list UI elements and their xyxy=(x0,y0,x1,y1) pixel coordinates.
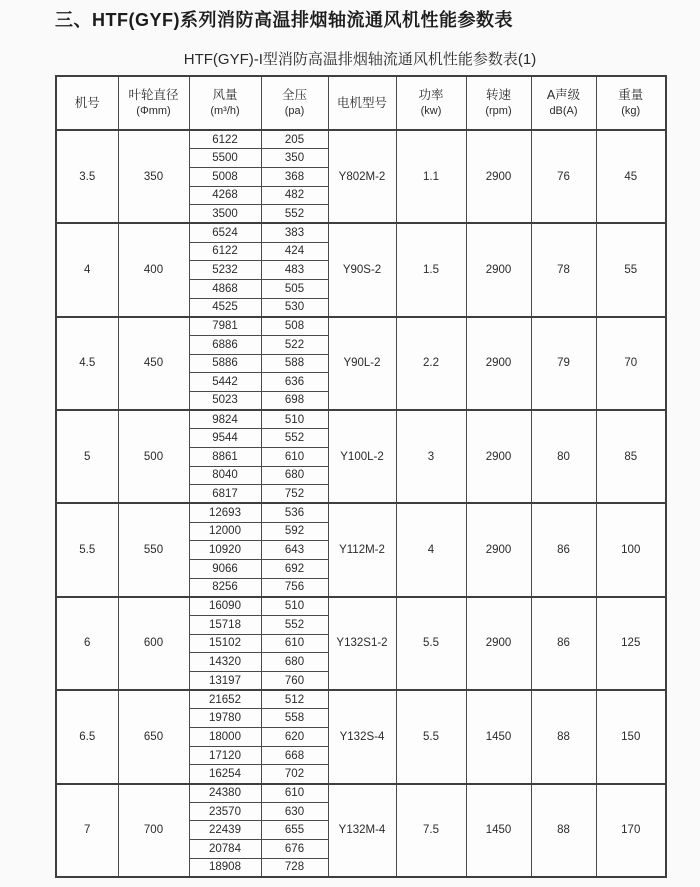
column-header-impeller-diameter xyxy=(118,76,189,130)
column-header-weight xyxy=(596,76,666,130)
cell-weight: 85 xyxy=(596,410,666,503)
cell-air-flow: 6524 xyxy=(189,223,261,242)
performance-table xyxy=(55,75,667,878)
cell-speed: 2900 xyxy=(466,223,531,316)
cell-air-flow: 4525 xyxy=(189,298,261,317)
cell-motor-model: Y132S-4 xyxy=(328,690,396,783)
cell-total-pressure: 692 xyxy=(261,559,328,578)
cell-motor-model: Y132S1-2 xyxy=(328,597,396,690)
cell-model-no: 7 xyxy=(56,784,118,877)
cell-motor-model: Y90L-2 xyxy=(328,317,396,410)
table-row xyxy=(56,223,666,242)
cell-total-pressure: 620 xyxy=(261,728,328,747)
column-label: 功率 xyxy=(418,88,444,103)
cell-power: 4 xyxy=(396,503,466,596)
table-header-row xyxy=(56,76,666,130)
cell-impeller-diameter: 350 xyxy=(118,130,189,223)
table-row xyxy=(56,130,666,149)
cell-air-flow: 18908 xyxy=(189,858,261,877)
cell-impeller-diameter: 400 xyxy=(118,223,189,316)
cell-air-flow: 9066 xyxy=(189,559,261,578)
table-caption: HTF(GYF)-I型消防高温排烟轴流通风机性能参数表(1) xyxy=(183,51,537,68)
cell-weight: 170 xyxy=(596,784,666,877)
table-row xyxy=(56,597,666,616)
cell-power: 7.5 xyxy=(396,784,466,877)
cell-total-pressure: 510 xyxy=(261,597,328,616)
cell-motor-model: Y90S-2 xyxy=(328,223,396,316)
cell-total-pressure: 643 xyxy=(261,541,328,560)
cell-power: 1.1 xyxy=(396,130,466,223)
cell-total-pressure: 680 xyxy=(261,653,328,672)
column-label: 重量 xyxy=(618,88,644,103)
cell-impeller-diameter: 700 xyxy=(118,784,189,877)
cell-total-pressure: 588 xyxy=(261,354,328,373)
cell-model-no: 4 xyxy=(56,223,118,316)
cell-air-flow: 9824 xyxy=(189,410,261,429)
cell-air-flow: 4268 xyxy=(189,186,261,205)
cell-air-flow: 24380 xyxy=(189,784,261,803)
table-header xyxy=(56,76,666,130)
cell-weight: 100 xyxy=(596,503,666,596)
cell-speed: 1450 xyxy=(466,690,531,783)
cell-total-pressure: 536 xyxy=(261,503,328,522)
cell-total-pressure: 592 xyxy=(261,522,328,541)
cell-total-pressure: 522 xyxy=(261,335,328,354)
cell-total-pressure: 205 xyxy=(261,130,328,149)
column-header-total-pressure xyxy=(261,76,328,130)
cell-model-no: 5 xyxy=(56,410,118,503)
cell-weight: 45 xyxy=(596,130,666,223)
cell-total-pressure: 510 xyxy=(261,410,328,429)
column-unit: (pa) xyxy=(284,105,305,118)
cell-power: 5.5 xyxy=(396,597,466,690)
column-unit: (Φmm) xyxy=(136,105,171,118)
cell-total-pressure: 368 xyxy=(261,167,328,186)
cell-impeller-diameter: 450 xyxy=(118,317,189,410)
column-header-speed xyxy=(466,76,531,130)
cell-air-flow: 23570 xyxy=(189,802,261,821)
cell-air-flow: 5023 xyxy=(189,391,261,410)
cell-air-flow: 5232 xyxy=(189,261,261,280)
cell-air-flow: 9544 xyxy=(189,429,261,448)
cell-model-no: 6.5 xyxy=(56,690,118,783)
cell-air-flow: 12000 xyxy=(189,522,261,541)
cell-total-pressure: 668 xyxy=(261,746,328,765)
cell-air-flow: 16090 xyxy=(189,597,261,616)
cell-air-flow: 4868 xyxy=(189,279,261,298)
cell-total-pressure: 424 xyxy=(261,242,328,261)
cell-power: 2.2 xyxy=(396,317,466,410)
cell-air-flow: 21652 xyxy=(189,690,261,709)
cell-air-flow: 5886 xyxy=(189,354,261,373)
column-label: A声级 xyxy=(546,88,581,103)
cell-motor-model: Y132M-4 xyxy=(328,784,396,877)
cell-air-flow: 5442 xyxy=(189,373,261,392)
cell-noise-level: 80 xyxy=(531,410,596,503)
cell-air-flow: 5500 xyxy=(189,149,261,168)
cell-air-flow: 20784 xyxy=(189,840,261,859)
cell-total-pressure: 610 xyxy=(261,447,328,466)
cell-total-pressure: 552 xyxy=(261,205,328,224)
cell-air-flow: 3500 xyxy=(189,205,261,224)
table-body xyxy=(56,130,666,877)
cell-total-pressure: 655 xyxy=(261,821,328,840)
cell-total-pressure: 636 xyxy=(261,373,328,392)
cell-air-flow: 6122 xyxy=(189,242,261,261)
cell-weight: 55 xyxy=(596,223,666,316)
cell-total-pressure: 383 xyxy=(261,223,328,242)
column-label: 机号 xyxy=(74,95,100,110)
cell-noise-level: 88 xyxy=(531,690,596,783)
cell-noise-level: 78 xyxy=(531,223,596,316)
cell-total-pressure: 508 xyxy=(261,317,328,336)
cell-speed: 2900 xyxy=(466,597,531,690)
cell-air-flow: 8256 xyxy=(189,578,261,597)
cell-air-flow: 5008 xyxy=(189,167,261,186)
table-row xyxy=(56,410,666,429)
column-unit: (kg) xyxy=(621,105,641,118)
cell-speed: 2900 xyxy=(466,503,531,596)
cell-air-flow: 7981 xyxy=(189,317,261,336)
cell-weight: 150 xyxy=(596,690,666,783)
cell-power: 1.5 xyxy=(396,223,466,316)
cell-total-pressure: 760 xyxy=(261,671,328,690)
cell-total-pressure: 676 xyxy=(261,840,328,859)
cell-air-flow: 8861 xyxy=(189,447,261,466)
cell-impeller-diameter: 650 xyxy=(118,690,189,783)
cell-total-pressure: 552 xyxy=(261,429,328,448)
cell-noise-level: 86 xyxy=(531,503,596,596)
cell-total-pressure: 552 xyxy=(261,615,328,634)
cell-total-pressure: 756 xyxy=(261,578,328,597)
cell-power: 5.5 xyxy=(396,690,466,783)
cell-total-pressure: 698 xyxy=(261,391,328,410)
cell-air-flow: 6122 xyxy=(189,130,261,149)
column-label: 全压 xyxy=(281,88,307,103)
cell-total-pressure: 680 xyxy=(261,466,328,485)
table-row xyxy=(56,784,666,803)
column-label: 叶轮直径 xyxy=(128,88,179,103)
column-unit: dB(A) xyxy=(549,105,578,118)
cell-total-pressure: 610 xyxy=(261,784,328,803)
cell-total-pressure: 752 xyxy=(261,485,328,504)
cell-weight: 125 xyxy=(596,597,666,690)
cell-total-pressure: 558 xyxy=(261,709,328,728)
cell-power: 3 xyxy=(396,410,466,503)
cell-total-pressure: 530 xyxy=(261,298,328,317)
cell-air-flow: 18000 xyxy=(189,728,261,747)
cell-air-flow: 22439 xyxy=(189,821,261,840)
cell-motor-model: Y112M-2 xyxy=(328,503,396,596)
cell-motor-model: Y802M-2 xyxy=(328,130,396,223)
cell-speed: 2900 xyxy=(466,317,531,410)
column-header-model-no xyxy=(56,76,118,130)
cell-impeller-diameter: 600 xyxy=(118,597,189,690)
cell-speed: 1450 xyxy=(466,784,531,877)
cell-noise-level: 86 xyxy=(531,597,596,690)
cell-air-flow: 19780 xyxy=(189,709,261,728)
cell-air-flow: 8040 xyxy=(189,466,261,485)
page-title: 三、HTF(GYF)系列消防高温排烟轴流通风机性能参数表 xyxy=(55,10,513,30)
column-header-air-flow xyxy=(189,76,261,130)
cell-air-flow: 15718 xyxy=(189,615,261,634)
cell-total-pressure: 702 xyxy=(261,765,328,784)
column-label: 风量 xyxy=(212,88,238,103)
cell-model-no: 4.5 xyxy=(56,317,118,410)
cell-total-pressure: 512 xyxy=(261,690,328,709)
cell-speed: 2900 xyxy=(466,130,531,223)
table-row xyxy=(56,317,666,336)
cell-total-pressure: 505 xyxy=(261,279,328,298)
cell-air-flow: 6886 xyxy=(189,335,261,354)
cell-motor-model: Y100L-2 xyxy=(328,410,396,503)
column-unit: (kw) xyxy=(420,105,442,118)
cell-total-pressure: 630 xyxy=(261,802,328,821)
cell-air-flow: 17120 xyxy=(189,746,261,765)
cell-speed: 2900 xyxy=(466,410,531,503)
cell-noise-level: 76 xyxy=(531,130,596,223)
table-row xyxy=(56,503,666,522)
cell-total-pressure: 350 xyxy=(261,149,328,168)
cell-air-flow: 6817 xyxy=(189,485,261,504)
cell-model-no: 5.5 xyxy=(56,503,118,596)
column-unit: (m³/h) xyxy=(210,105,240,118)
table-row xyxy=(56,690,666,709)
column-unit: (rpm) xyxy=(485,105,512,118)
column-label: 转速 xyxy=(485,88,511,103)
cell-air-flow: 15102 xyxy=(189,634,261,653)
column-header-noise-level xyxy=(531,76,596,130)
cell-total-pressure: 483 xyxy=(261,261,328,280)
cell-noise-level: 79 xyxy=(531,317,596,410)
column-header-motor-model xyxy=(328,76,396,130)
cell-air-flow: 14320 xyxy=(189,653,261,672)
cell-impeller-diameter: 500 xyxy=(118,410,189,503)
column-label: 电机型号 xyxy=(336,95,387,110)
cell-air-flow: 16254 xyxy=(189,765,261,784)
cell-impeller-diameter: 550 xyxy=(118,503,189,596)
cell-air-flow: 13197 xyxy=(189,671,261,690)
cell-noise-level: 88 xyxy=(531,784,596,877)
cell-total-pressure: 482 xyxy=(261,186,328,205)
cell-model-no: 6 xyxy=(56,597,118,690)
cell-air-flow: 12693 xyxy=(189,503,261,522)
cell-air-flow: 10920 xyxy=(189,541,261,560)
column-header-power xyxy=(396,76,466,130)
cell-total-pressure: 728 xyxy=(261,858,328,877)
cell-model-no: 3.5 xyxy=(56,130,118,223)
cell-total-pressure: 610 xyxy=(261,634,328,653)
cell-weight: 70 xyxy=(596,317,666,410)
